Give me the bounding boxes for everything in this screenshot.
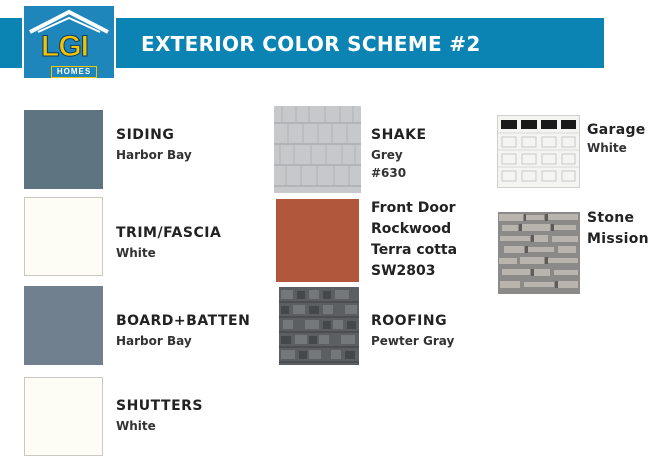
logo-text: LGI xyxy=(41,30,88,63)
trim-value: White xyxy=(116,246,156,260)
shutters-value: White xyxy=(116,419,156,433)
siding-swatch xyxy=(24,110,103,189)
front-door-swatch xyxy=(276,199,359,282)
garage-value: White xyxy=(587,141,627,155)
roofing-value: Pewter Gray xyxy=(371,334,455,348)
board-batten-swatch xyxy=(24,286,103,365)
trim-label: TRIM/FASCIA xyxy=(116,225,222,241)
garage-door-swatch xyxy=(497,115,580,188)
stone-swatch xyxy=(498,212,580,294)
board-batten-label: BOARD+BATTEN xyxy=(116,313,251,329)
roofing-swatch xyxy=(279,287,359,365)
stone-value: Mission xyxy=(587,231,649,247)
shutters-swatch xyxy=(24,377,103,456)
shutters-label: SHUTTERS xyxy=(116,398,204,414)
lgi-homes-logo xyxy=(22,4,116,80)
front-door-line-3: Terra cotta xyxy=(371,242,458,258)
shake-code: #630 xyxy=(371,166,407,180)
board-batten-value: Harbor Bay xyxy=(116,334,192,348)
trim-swatch xyxy=(24,197,103,276)
siding-label: SIDING xyxy=(116,127,175,143)
page-title: EXTERIOR COLOR SCHEME #2 xyxy=(141,32,481,56)
garage-label: Garage xyxy=(587,122,646,138)
front-door-line-2: Rockwood xyxy=(371,221,452,237)
siding-value: Harbor Bay xyxy=(116,148,192,162)
stone-label: Stone xyxy=(587,210,635,226)
shake-label: SHAKE xyxy=(371,127,427,143)
front-door-line-1: Front Door xyxy=(371,200,456,216)
front-door-line-4: SW2803 xyxy=(371,263,436,279)
roofing-label: ROOFING xyxy=(371,313,448,329)
logo-subtext: HOMES xyxy=(51,66,97,78)
shake-value: Grey xyxy=(371,148,403,162)
shake-swatch xyxy=(274,106,361,193)
